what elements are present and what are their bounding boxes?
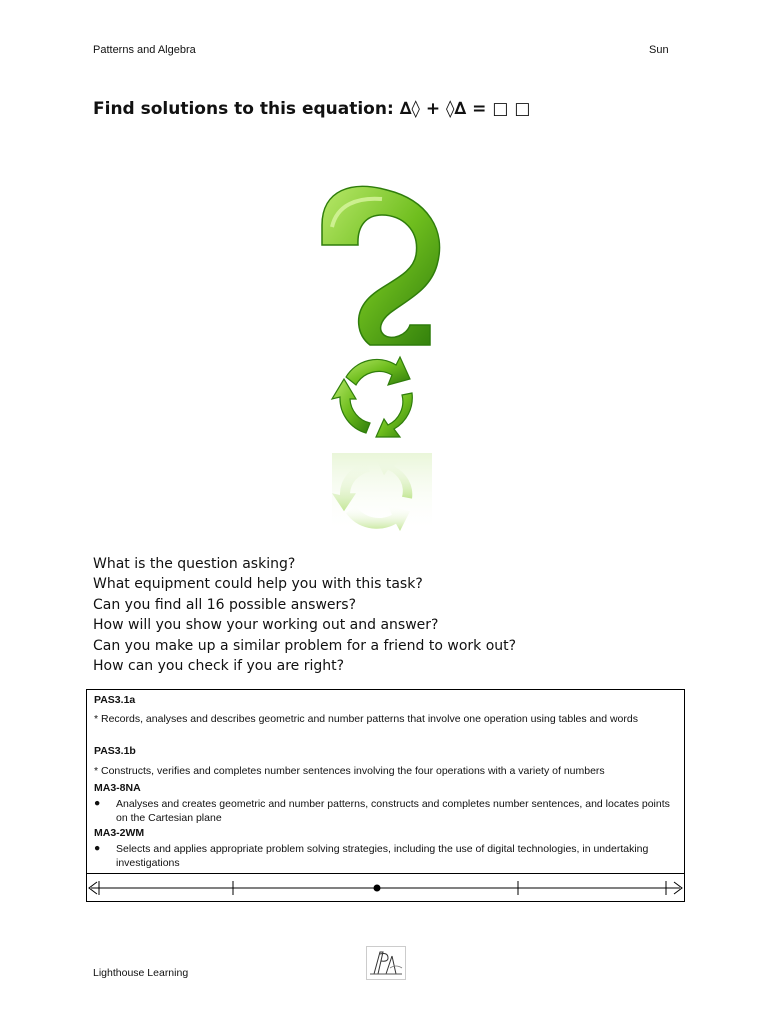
outcome-code: MA3-2WM <box>94 827 145 839</box>
title-equation: ∆◊ + ◊∆ = □ □ <box>399 99 531 119</box>
outcome-text: Analyses and creates geometric and number patterns, constructs and completes number sentences, and locates points on the Cartesian plane <box>116 798 670 824</box>
outcome-code: PAS3.1b <box>94 745 136 757</box>
outcome-code: MA3-8NA <box>94 782 141 794</box>
question-item: How will you show your working out and answer? <box>93 617 439 634</box>
title-prefix: Find solutions to this equation: <box>93 99 394 119</box>
question-item: Can you make up a similar problem for a friend to work out? <box>93 637 517 654</box>
header-subject: Patterns and Algebra <box>93 44 196 56</box>
midpoint-dot <box>374 885 381 892</box>
header-day: Sun <box>649 44 669 56</box>
outcome-text: Selects and applies appropriate problem solving strategies, including the use of digital technologies, in undertaking investigations <box>116 843 649 869</box>
lighthouse-learning-logo <box>366 946 406 980</box>
outcome-code: PAS3.1a <box>94 694 136 706</box>
syllabus-outcomes-box <box>86 689 685 902</box>
question-item: What is the question asking? <box>93 556 296 572</box>
footer-brand: Lighthouse Learning <box>93 967 189 979</box>
question-item: Can you find all 16 possible answers? <box>93 596 357 613</box>
number-line <box>87 873 684 902</box>
bullet-icon: ● <box>94 797 101 809</box>
question-item: How can you check if you are right? <box>93 658 345 675</box>
question-list <box>93 554 516 676</box>
outcome-text: * Records, analyses and describes geometric and number patterns that involve one operation using tables and words <box>94 713 638 725</box>
question-mark-recycle-icon <box>312 185 452 540</box>
question-item: What equipment could help you with this task? <box>93 576 423 593</box>
outcome-text: * Constructs, verifies and completes number sentences involving the four operations with a variety of numbers <box>94 765 605 777</box>
bullet-icon: ● <box>94 842 101 854</box>
page-title <box>93 99 530 119</box>
